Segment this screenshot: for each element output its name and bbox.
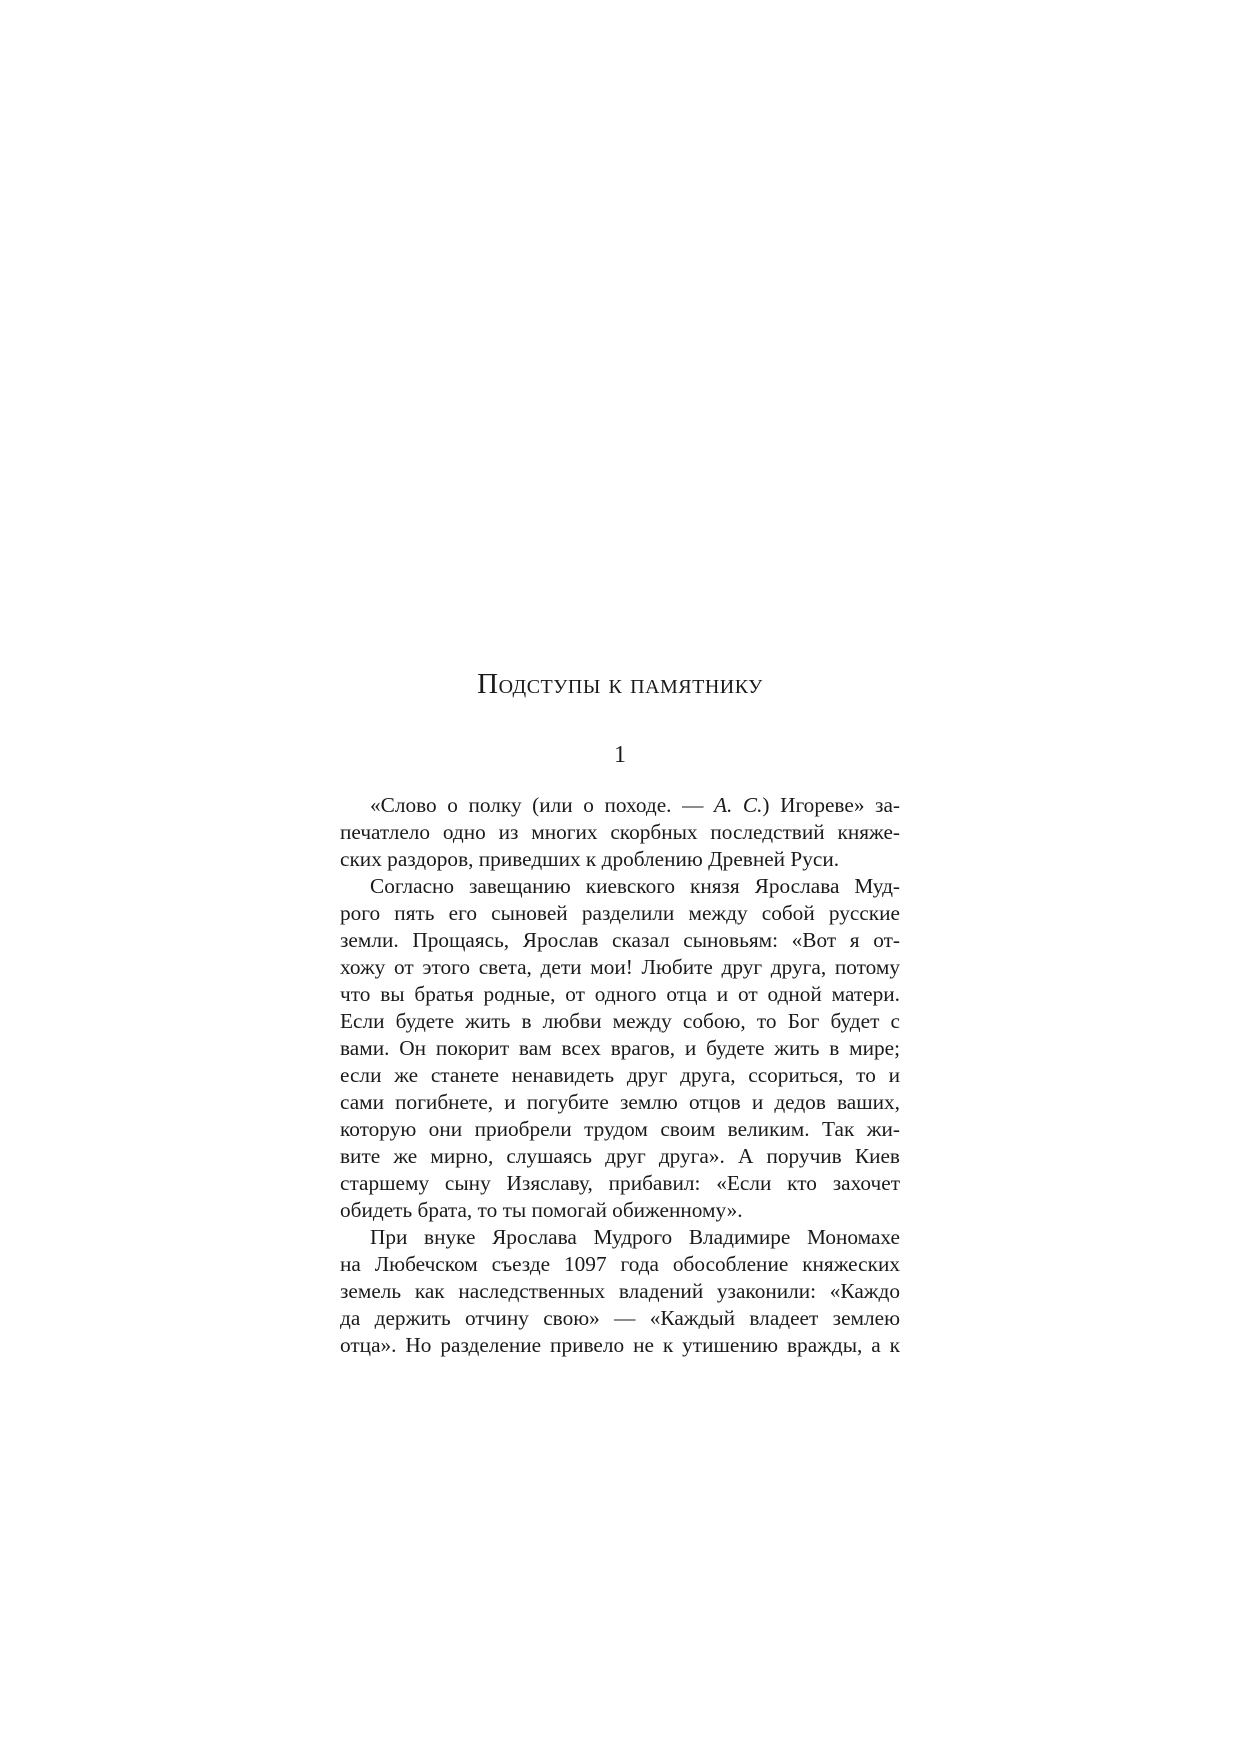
text-line: старшему сыну Изяславу, прибавил: «Если кто захочет bbox=[340, 1171, 900, 1195]
text-line: которую они приобрели трудом своим великим. Так жи- bbox=[340, 1117, 900, 1141]
text-line: да держить отчину свою» — «Каждый владеет землею bbox=[340, 1306, 900, 1330]
text-line: вите же мирно, слушаясь друг друга». А поручив Киев bbox=[340, 1144, 900, 1168]
paragraph-1 bbox=[340, 792, 900, 873]
text-line: вами. Он покорит вам всех врагов, и будете жить в мире; bbox=[340, 1036, 900, 1060]
text-line: земель как наследственных владений узаконили: «Каждо bbox=[340, 1279, 900, 1303]
text-line: что вы братья родные, от одного отца и от одной матери. bbox=[340, 982, 900, 1006]
section-number: 1 bbox=[614, 742, 626, 768]
text-line: ских раздоров, приведших к дроблению Древней Руси. bbox=[340, 847, 840, 871]
text-line: Согласно завещанию киевского князя Ярослава Муд- bbox=[370, 874, 900, 898]
text-line: если же станете ненавидеть друг друга, ссориться, то и bbox=[340, 1063, 900, 1087]
paragraph-2 bbox=[340, 873, 900, 1224]
body-text bbox=[340, 792, 900, 1359]
text-line: обидеть брата, то ты помогай обиженному». bbox=[340, 1198, 743, 1222]
text-line: сами погибнете, и погубите землю отцов и дедов ваших, bbox=[340, 1090, 900, 1114]
text-line: хожу от этого света, дети мои! Любите друг друга, потому bbox=[340, 955, 900, 979]
text-line: «Слово о полку (или о походе. — А. С.) Игореве» за- bbox=[370, 793, 901, 817]
text-line: отца». Но разделение привело не к утишению вражды, а к bbox=[340, 1333, 900, 1357]
text-line: рого пять его сыновей разделили между собой русские bbox=[340, 901, 900, 925]
text-line: При внуке Ярослава Мудрого Владимире Мономахе bbox=[370, 1225, 900, 1249]
text-line: Если будете жить в любви между собою, то Бог будет с bbox=[340, 1009, 900, 1033]
italic-initials: А. С. bbox=[713, 793, 763, 817]
chapter-title: Подступы к памятнику bbox=[477, 668, 763, 700]
text-line: земли. Прощаясь, Ярослав сказал сыновьям: «Вот я от- bbox=[340, 928, 900, 952]
text-line: на Любечском съезде 1097 года обособление княжеских bbox=[340, 1252, 900, 1276]
paragraph-3 bbox=[340, 1224, 900, 1359]
text-line: печатлело одно из многих скорбных последствий княже- bbox=[340, 820, 900, 844]
